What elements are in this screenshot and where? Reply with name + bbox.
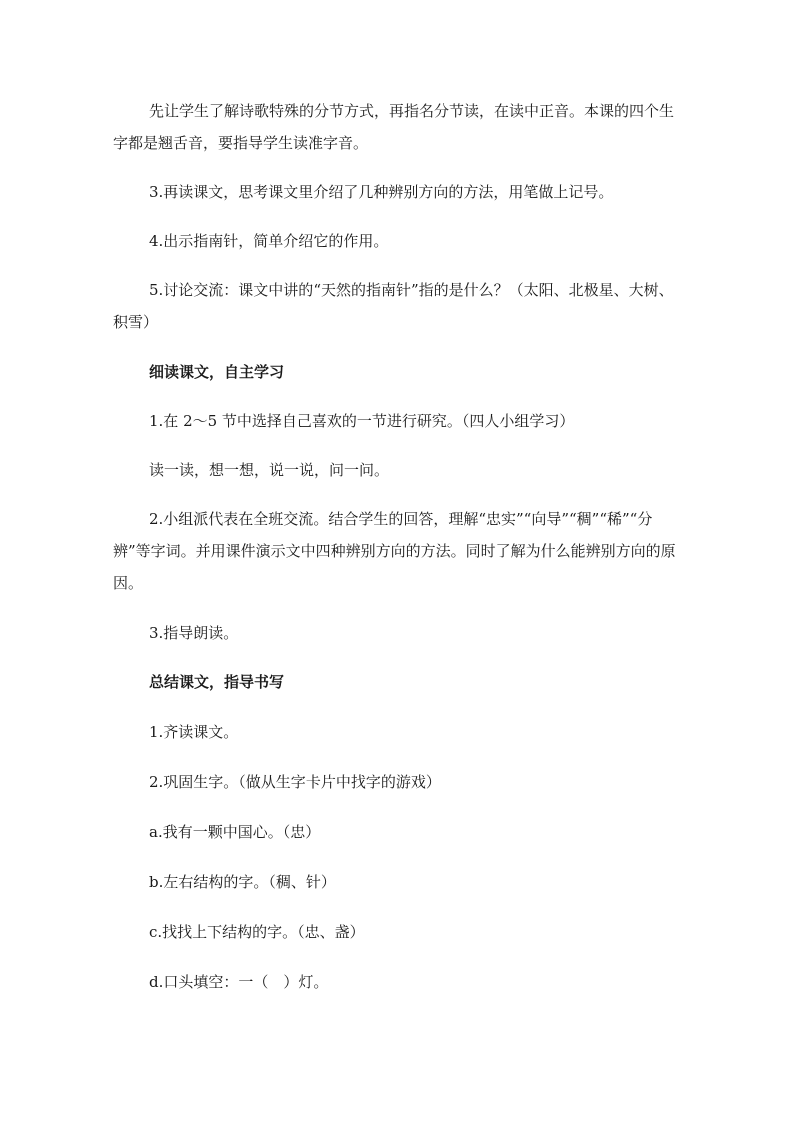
paragraph-step-1-read-together: 1.齐读课文。 xyxy=(149,723,239,741)
paragraph-step-3-guided-reading: 3.指导朗读。 xyxy=(149,624,239,642)
list-item-c: c.找找上下结构的字。（忠、盏） xyxy=(149,923,365,941)
paragraph-recitation-intro: 先让学生了解诗歌特殊的分节方式，再指名分节读，在读中正音。本课的四个生字都是翘舌音，要指导学生读准字音。 xyxy=(113,102,675,152)
list-item-d: d.口头填空：一（ ）灯。 xyxy=(149,973,329,991)
paragraph-step-2-group-exchange: 2.小组派代表在全班交流。结合学生的回答，理解“忠实”“向导”“稠”“稀”“分辨”等字词。并用课件演示文中四种辨别方向的方法。同时了解为什么能辨别方向的原因。 xyxy=(113,510,676,592)
list-item-b: b.左右结构的字。（稠、针） xyxy=(149,873,336,891)
section-heading-close-reading: 细读课文，自主学习 xyxy=(149,363,285,381)
paragraph-step-4-compass: 4.出示指南针，简单介绍它的作用。 xyxy=(149,232,389,250)
section-heading-summary-writing: 总结课文，指导书写 xyxy=(149,673,285,691)
paragraph-step-5-discussion: 5.讨论交流：课文中讲的“天然的指南针”指的是什么？（太阳、北极星、大树、积雪） xyxy=(113,281,674,331)
paragraph-step-1-research: 1.在 2～5 节中选择自己喜欢的一节进行研究。（四人小组学习） xyxy=(149,412,575,430)
paragraph-read-think-say-ask: 读一读，想一想，说一说，问一问。 xyxy=(149,461,390,479)
list-item-a: a.我有一颗中国心。（忠） xyxy=(149,823,321,841)
paragraph-step-3-reread: 3.再读课文，思考课文里介绍了几种辨别方向的方法，用笔做上记号。 xyxy=(149,183,614,201)
paragraph-step-2-consolidate: 2.巩固生字。（做从生字卡片中找字的游戏） xyxy=(149,773,441,791)
